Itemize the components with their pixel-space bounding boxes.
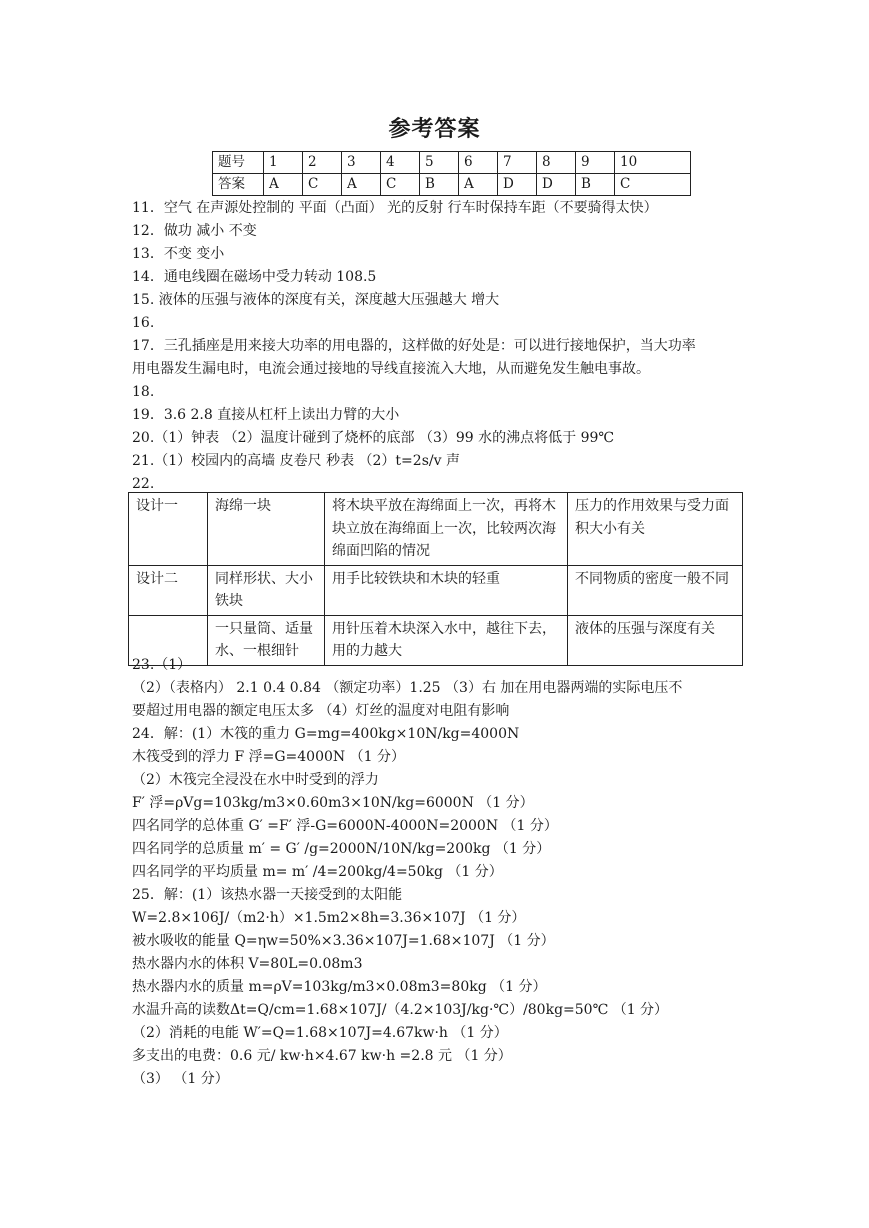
answer-line: 24．解：(1）木筏的重力 G=mg=400kg×10N/kg=4000N	[132, 726, 520, 742]
question-number: 9	[576, 152, 615, 174]
answer-line: F′ 浮=ρVg=103kg/m3×0.60m3×10N/kg=6000N （1 分）	[132, 795, 534, 811]
row-label: 答案	[213, 174, 264, 196]
answer-table	[212, 151, 691, 196]
answer-line: 16.	[132, 315, 155, 331]
design-materials: 海绵一块	[208, 493, 325, 566]
answer-line: 四名同学的总体重 G′ =F′ 浮-G=6000N-4000N=2000N （1 分）	[132, 818, 558, 834]
answer-cell: C	[615, 174, 691, 196]
answer-cell: A	[342, 174, 381, 196]
answer-line: 木筏受到的浮力 F 浮=G=4000N （1 分）	[132, 749, 405, 765]
answer-line: 25．解：(1）该热水器一天接受到的太阳能	[132, 887, 403, 903]
answer-line: 12．做功 减小 不变	[132, 223, 257, 239]
answer-cell: C	[303, 174, 342, 196]
design-name: 设计一	[129, 493, 208, 566]
design-row	[129, 493, 743, 566]
answer-line: 13．不变 变小	[132, 246, 225, 262]
answer-line: 四名同学的平均质量 m= m′ /4=200kg/4=50kg （1 分）	[132, 864, 503, 880]
question-number: 1	[264, 152, 303, 174]
answer-line: （3） （1 分）	[132, 1071, 229, 1087]
page-title: 参考答案	[388, 116, 481, 142]
design-method: 用针压着木块深入水中，越往下去，用的力越大	[325, 615, 568, 665]
answer-line: 11．空气 在声源处控制的 平面（凸面） 光的反射 行车时保持车距（不要骑得太快）	[132, 200, 658, 216]
answer-line: 15. 液体的压强与液体的深度有关，深度越大压强越大 增大	[132, 292, 500, 308]
answer-line: （2）木筏完全浸没在水中时受到的浮力	[132, 772, 379, 788]
answer-table-row-answers	[213, 174, 691, 196]
answer-line: W=2.8×106J/（m2·h）×1.5m2×8h=3.36×107J （1 分）	[132, 910, 526, 926]
answer-line: 20.（1）钟表 （2）温度计碰到了烧杯的底部 （3）99 水的沸点将低于 99℃	[132, 430, 615, 446]
design-conclusion: 液体的压强与深度有关	[568, 615, 743, 665]
design-method: 用手比较铁块和木块的轻重	[325, 565, 568, 615]
question-number: 4	[381, 152, 420, 174]
question-number: 5	[420, 152, 459, 174]
answer-line: 热水器内水的质量 m=ρV=103kg/m3×0.08m3=80kg （1 分）	[132, 979, 547, 995]
answer-line: 14．通电线圈在磁场中受力转动 108.5	[132, 269, 377, 285]
answer-cell: A	[264, 174, 303, 196]
question-number: 8	[537, 152, 576, 174]
answer-line: 17．三孔插座是用来接大功率的用电器的，这样做的好处是：可以进行接地保护，当大功率	[132, 338, 696, 354]
answer-line: 用电器发生漏电时，电流会通过接地的导线直接流入大地，从而避免发生触电事故。	[132, 361, 650, 377]
design-name: 设计二	[129, 565, 208, 615]
answer-line: 22.	[132, 476, 155, 492]
answer-line: 23.（1）	[132, 657, 192, 673]
design-table	[128, 492, 743, 666]
answer-cell: B	[576, 174, 615, 196]
answer-line: 热水器内水的体积 V=80L=0.08m3	[132, 956, 363, 972]
answer-cell: A	[459, 174, 498, 196]
answer-line: 21.（1）校园内的高墙 皮卷尺 秒表 （2）t=2s/v 声	[132, 453, 460, 469]
answer-table-row-numbers	[213, 152, 691, 174]
design-conclusion: 不同物质的密度一般不同	[568, 565, 743, 615]
design-conclusion: 压力的作用效果与受力面积大小有关	[568, 493, 743, 566]
answer-line: 19．3.6 2.8 直接从杠杆上读出力臂的大小	[132, 407, 400, 423]
answer-cell: B	[420, 174, 459, 196]
answer-cell: D	[537, 174, 576, 196]
question-number: 6	[459, 152, 498, 174]
answer-line: 水温升高的读数Δt=Q/cm=1.68×107J/（4.2×103J/kg·℃）/80kg=50℃ （1 分）	[132, 1002, 669, 1018]
design-materials: 一只量筒、适量水、一根细针	[208, 615, 325, 665]
row-label: 题号	[213, 152, 264, 174]
answer-line: 被水吸收的能量 Q=ηw=50%×3.36×107J=1.68×107J （1 分）	[132, 933, 555, 949]
design-materials: 同样形状、大小铁块	[208, 565, 325, 615]
question-number: 2	[303, 152, 342, 174]
question-number: 3	[342, 152, 381, 174]
answer-line: 四名同学的总质量 m′ = G′ /g=2000N/10N/kg=200kg （1 分）	[132, 841, 551, 857]
answer-line: 18.	[132, 384, 155, 400]
question-number: 7	[498, 152, 537, 174]
answer-line: 要超过用电器的额定电压太多 （4）灯丝的温度对电阻有影响	[132, 703, 510, 719]
answer-line: （2）消耗的电能 W′=Q=1.68×107J=4.67kw·h （1 分）	[132, 1025, 508, 1041]
answers-section-2	[132, 654, 752, 1091]
answer-line: 多支出的电费：0.6 元/ kw·h×4.67 kw·h =2.8 元 （1 分）	[132, 1048, 512, 1064]
design-method: 将木块平放在海绵面上一次，再将木块立放在海绵面上一次，比较两次海绵面凹陷的情况	[325, 493, 568, 566]
answer-cell: C	[381, 174, 420, 196]
answers-section-1	[132, 197, 752, 496]
answer-cell: D	[498, 174, 537, 196]
question-number: 10	[615, 152, 691, 174]
design-row	[129, 565, 743, 615]
answer-line: （2）（表格内） 2.1 0.4 0.84 （额定功率）1.25 （3）右 加在用电器两端的实际电压不	[132, 680, 683, 696]
